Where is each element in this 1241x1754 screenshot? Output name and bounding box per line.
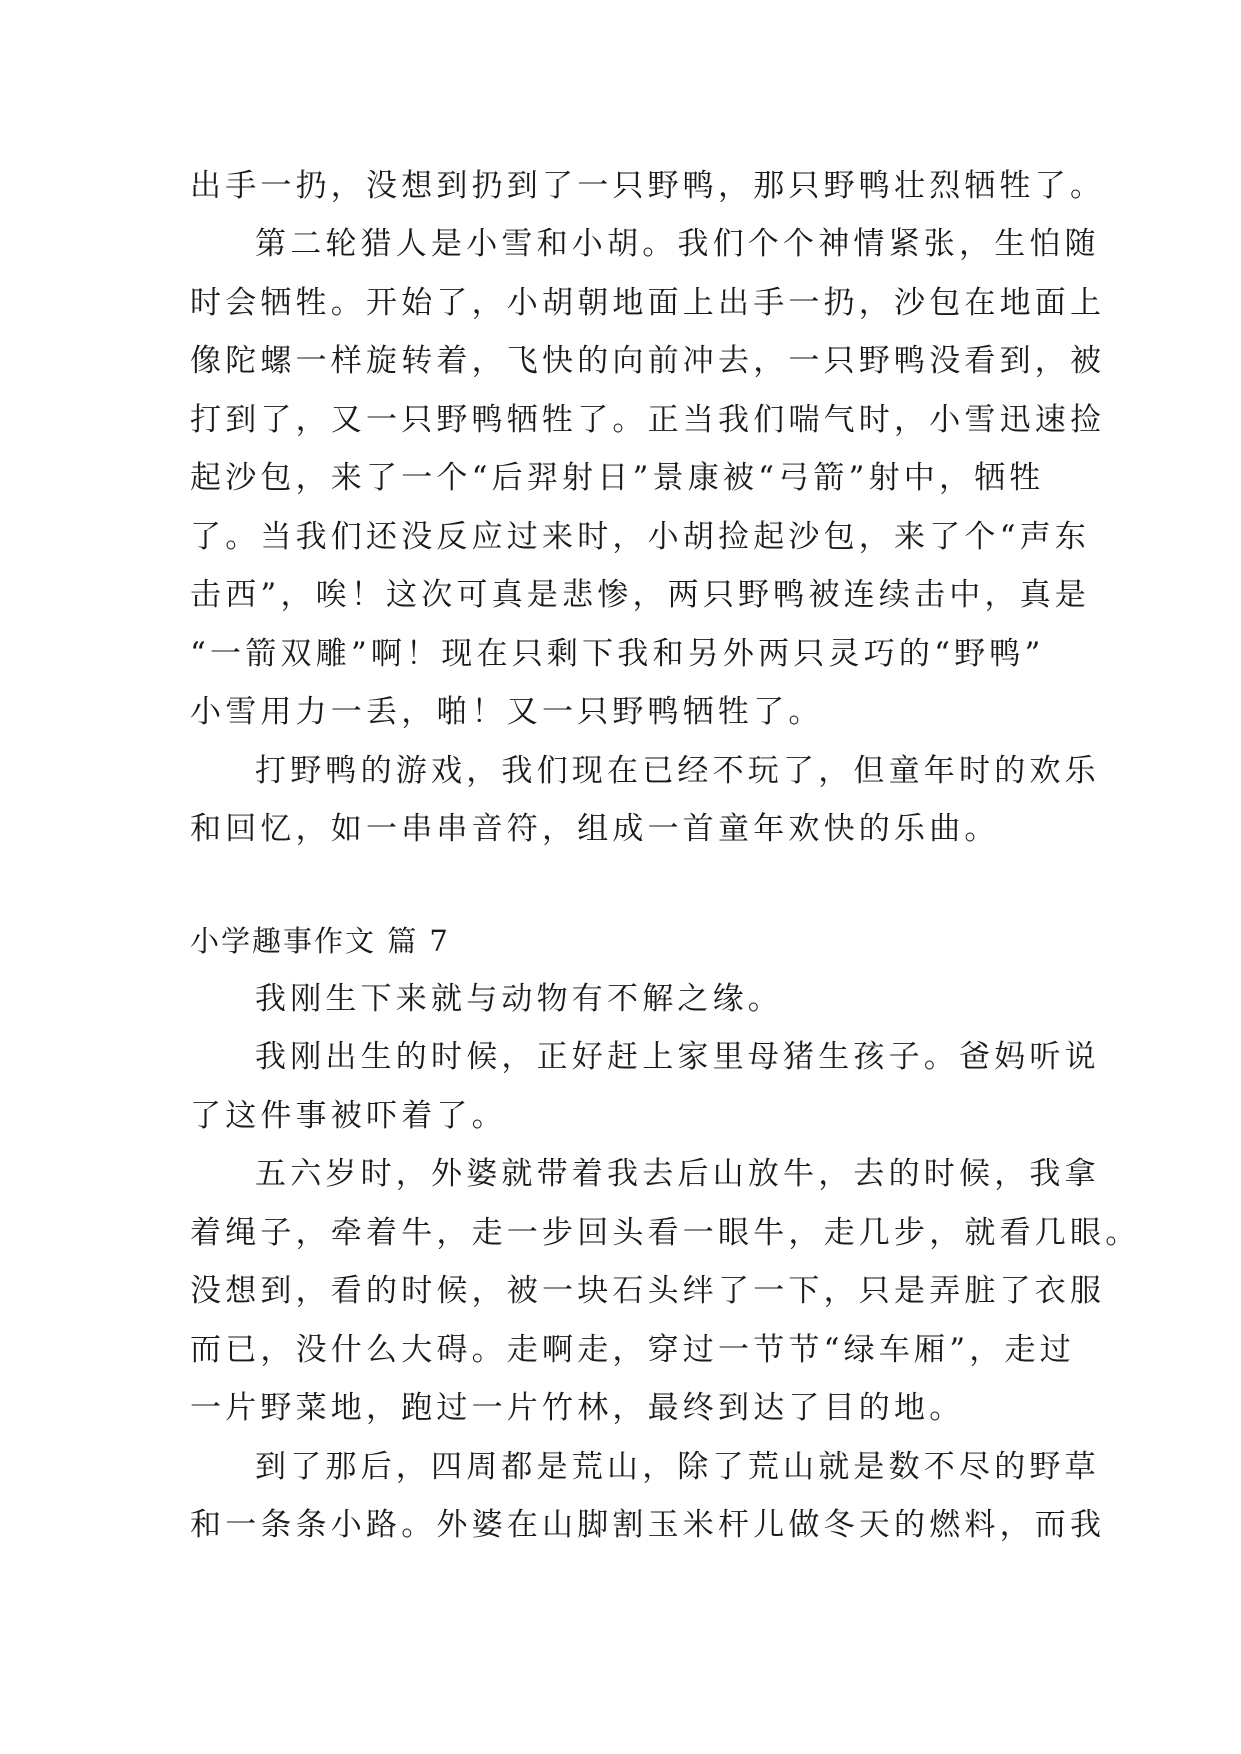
paragraph-line: 出手一扔，没想到扔到了一只野鸭，那只野鸭壮烈牺牲了。	[190, 168, 1106, 204]
paragraph-line: 没想到，看的时候，被一块石头绊了一下，只是弄脏了衣服	[190, 1273, 1106, 1309]
paragraph-line: 着绳子，牵着牛，走一步回头看一眼牛，走几步，就看几眼。	[190, 1215, 1141, 1251]
paragraph-line: 五六岁时，外婆就带着我去后山放牛，去的时候，我拿	[255, 1156, 1100, 1192]
paragraph-line: 和一条条小路。外婆在山脚割玉米杆儿做冬天的燃料，而我	[190, 1507, 1106, 1543]
paragraph-line: “一箭双雕”啊！现在只剩下我和另外两只灵巧的“野鸭”	[190, 636, 1045, 672]
paragraph-line: 一片野菜地，跑过一片竹林，最终到达了目的地。	[190, 1390, 965, 1426]
section-heading: 小学趣事作文 篇 7	[190, 924, 450, 958]
paragraph-line: 打野鸭的游戏，我们现在已经不玩了，但童年时的欢乐	[255, 753, 1100, 789]
paragraph-line: 像陀螺一样旋转着，飞快的向前冲去，一只野鸭没看到，被	[190, 343, 1106, 379]
paragraph-line: 小雪用力一丢，啪！又一只野鸭牺牲了。	[190, 694, 824, 730]
paragraph-line: 我刚出生的时候，正好赶上家里母猪生孩子。爸妈听说	[255, 1039, 1100, 1075]
paragraph-line: 时会牺牲。开始了，小胡朝地面上出手一扔，沙包在地面上	[190, 285, 1106, 321]
paragraph-line: 打到了，又一只野鸭牺牲了。正当我们喘气时，小雪迅速捡	[190, 402, 1106, 438]
paragraph-line: 了这件事被吓着了。	[190, 1098, 507, 1134]
paragraph-line: 击西”，唉！这次可真是悲惨，两只野鸭被连续击中，真是	[190, 577, 1091, 613]
paragraph-line: 第二轮猎人是小雪和小胡。我们个个神情紧张，生怕随	[255, 226, 1100, 262]
paragraph-line: 了。当我们还没反应过来时，小胡捡起沙包，来了个“声东	[190, 519, 1091, 555]
paragraph-line: 而已，没什么大碍。走啊走，穿过一节节“绿车厢”，走过	[190, 1332, 1075, 1368]
paragraph-line: 起沙包，来了一个“后羿射日”景康被“弓箭”射中，牺牲	[190, 460, 1045, 496]
paragraph-line: 到了那后，四周都是荒山，除了荒山就是数不尽的野草	[255, 1449, 1100, 1485]
paragraph-line: 和回忆，如一串串音符，组成一首童年欢快的乐曲。	[190, 811, 1000, 847]
paragraph-line: 我刚生下来就与动物有不解之缘。	[255, 981, 783, 1017]
